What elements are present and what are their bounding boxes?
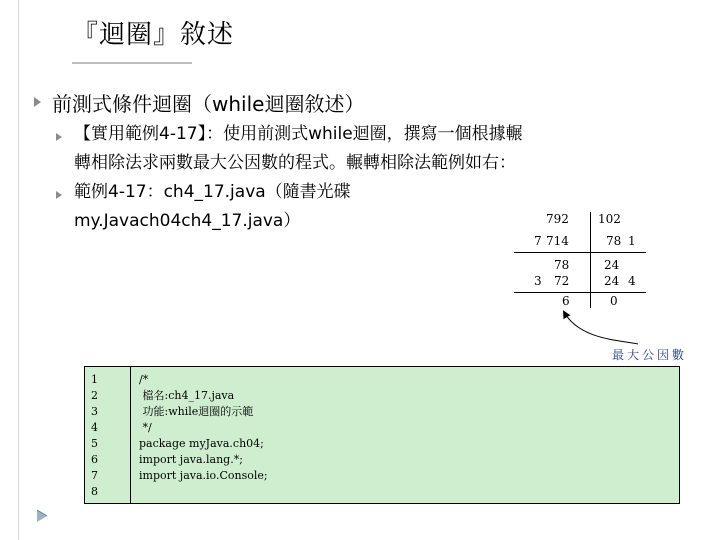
gcd-quotient: 7 xyxy=(534,234,542,248)
code-lines xyxy=(139,372,268,500)
line-number: 1 xyxy=(91,373,98,386)
code-line: 功能:while迴圈的示範 xyxy=(139,405,254,418)
code-line: */ xyxy=(139,421,152,434)
line-number: 7 xyxy=(91,469,98,482)
gcd-number: 72 xyxy=(554,274,570,288)
slide-nav-icon[interactable] xyxy=(34,508,50,524)
slide-title: 『迴圈』敘述 xyxy=(72,20,235,50)
gcd-result: 6 xyxy=(562,294,570,308)
code-line: /* xyxy=(139,373,149,386)
bullet-icon xyxy=(56,191,62,199)
gcd-number: 0 xyxy=(610,294,618,308)
bullet-while-loop: 前測式條件迴圈（while迴圈敘述） xyxy=(52,92,365,116)
gcd-quotient: 1 xyxy=(628,234,636,248)
text-line: 【實用範例4-17】：使用前測式while迴圈，撰寫一個根據輾 xyxy=(74,124,523,144)
line-number: 8 xyxy=(91,485,98,498)
code-line: import java.lang.*; xyxy=(139,453,243,466)
gcd-number: 78 xyxy=(554,258,570,272)
title-underline xyxy=(72,62,192,64)
gcd-caption: 最大公因數 xyxy=(612,348,688,362)
code-line: import java.io.Console; xyxy=(139,469,268,482)
line-number: 3 xyxy=(91,405,98,418)
text-line: 轉相除法求兩數最大公因數的程式。輾轉相除法範例如右： xyxy=(74,153,516,173)
code-line: package myJava.ch04; xyxy=(139,437,264,450)
bullet-icon xyxy=(56,133,62,141)
gcd-quotient: 3 xyxy=(534,274,542,288)
gcd-number: 78 xyxy=(606,234,622,248)
line-number: 5 xyxy=(91,437,98,450)
code-line xyxy=(139,484,268,500)
line-number: 6 xyxy=(91,453,98,466)
code-divider xyxy=(130,367,131,503)
text-line: 範例4-17：ch4_17.java（隨書光碟 xyxy=(74,182,351,202)
line-number: 2 xyxy=(91,389,98,402)
left-margin-rule xyxy=(18,0,19,540)
code-listing xyxy=(84,366,680,504)
sub-bullet-example-description xyxy=(74,120,674,178)
gcd-number: 792 xyxy=(546,212,569,226)
gcd-number: 24 xyxy=(604,274,620,288)
text-line: my.Javach04ch4_17.java） xyxy=(74,211,301,231)
code-line: 檔名:ch4_17.java xyxy=(139,389,235,402)
bullet-icon xyxy=(34,97,41,107)
gcd-number: 102 xyxy=(598,212,621,226)
gcd-number: 714 xyxy=(546,234,569,248)
line-number: 4 xyxy=(91,421,98,434)
line-numbers xyxy=(91,372,98,500)
gcd-quotient: 4 xyxy=(628,274,636,288)
gcd-number: 24 xyxy=(604,258,620,272)
